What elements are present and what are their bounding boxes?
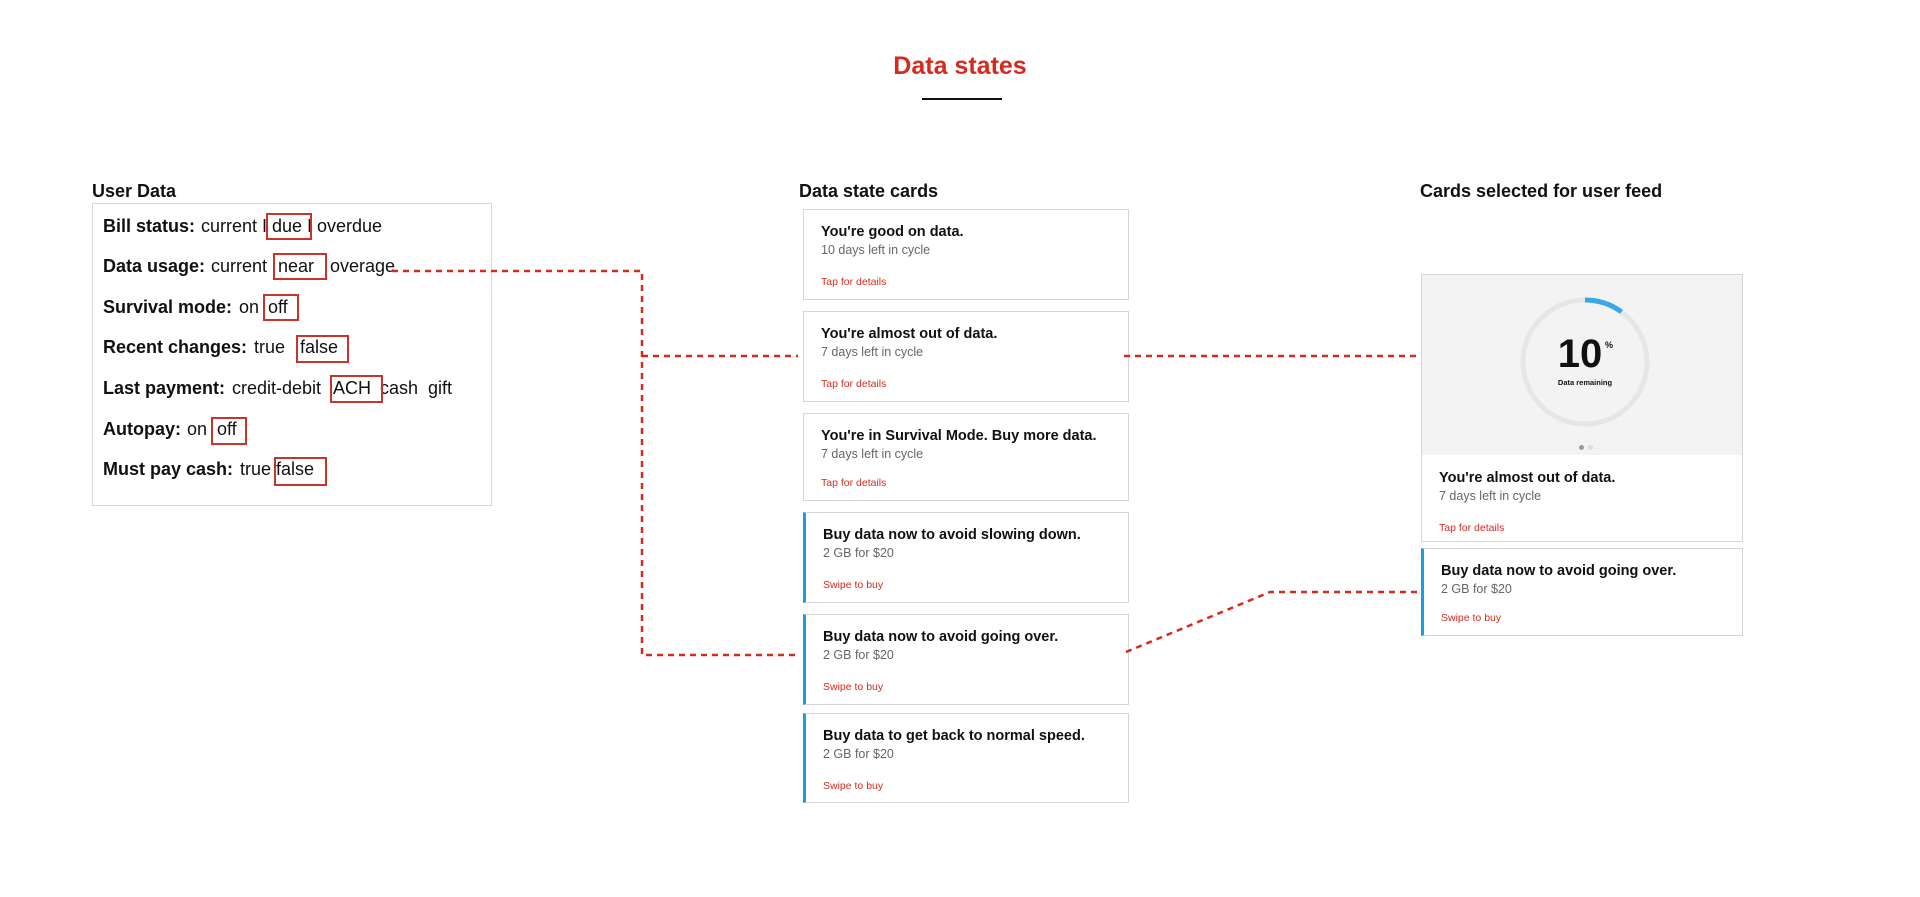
pager-dot[interactable] <box>1588 445 1593 450</box>
card-subtitle: 2 GB for $20 <box>823 546 894 560</box>
option-off[interactable]: off <box>268 297 288 317</box>
row-label: Survival mode: <box>103 297 233 317</box>
row-label: Last payment: <box>103 378 226 398</box>
row-label: Autopay: <box>103 419 181 439</box>
card-action-link[interactable]: Tap for details <box>821 378 887 390</box>
card-subtitle: 10 days left in cycle <box>821 243 931 257</box>
gauge-percent-sign: % <box>1605 340 1614 350</box>
row-label: Bill status: <box>103 216 196 236</box>
selected-highlight <box>263 294 299 321</box>
option-overage[interactable]: overage <box>330 256 396 276</box>
selected-highlight <box>273 253 327 280</box>
card-action-link[interactable]: Swipe to buy <box>823 681 884 693</box>
user-data-row-must-pay-cash <box>103 459 233 480</box>
user-data-row-autopay <box>103 419 181 440</box>
option-false[interactable]: false <box>276 459 315 479</box>
feed-heading: Cards selected for user feed <box>1420 181 1663 201</box>
feed-hero-card[interactable] <box>1421 274 1743 542</box>
card-title: You're in Survival Mode. Buy more data. <box>821 428 1097 444</box>
card-title: You're good on data. <box>821 224 964 240</box>
option-on[interactable]: on <box>239 297 260 317</box>
card-subtitle: 7 days left in cycle <box>821 447 924 461</box>
user-data-row-survival-mode <box>103 297 232 318</box>
page-title: Data states <box>893 52 1027 80</box>
option-current[interactable]: current <box>211 256 268 276</box>
option-near[interactable]: near <box>278 256 315 276</box>
option-true[interactable]: true <box>240 459 272 479</box>
card-action-link[interactable]: Tap for details <box>821 477 887 489</box>
card-title: You're almost out of data. <box>1439 470 1616 486</box>
option-current[interactable]: current <box>201 216 258 236</box>
card-title: Buy data now to avoid slowing down. <box>823 527 1081 543</box>
state-card-offer[interactable] <box>803 614 1129 705</box>
card-action-link[interactable]: Swipe to buy <box>1441 612 1502 624</box>
card-action-link[interactable]: Swipe to buy <box>823 780 884 792</box>
card-title: Buy data now to avoid going over. <box>1441 563 1677 579</box>
feed-offer-card[interactable] <box>1421 548 1743 636</box>
option-cash[interactable]: cash <box>380 378 419 398</box>
option-off[interactable]: off <box>217 419 237 439</box>
state-card[interactable] <box>803 209 1129 300</box>
selected-highlight <box>330 375 383 403</box>
user-data-row-bill-status <box>103 216 195 237</box>
card-subtitle: 2 GB for $20 <box>823 747 894 761</box>
state-card[interactable] <box>803 311 1129 402</box>
state-cards-heading: Data state cards <box>799 181 939 201</box>
option-on[interactable]: on <box>187 419 208 439</box>
row-label: Data usage: <box>103 256 206 276</box>
card-action-link[interactable]: Tap for details <box>821 276 887 288</box>
selected-highlight <box>266 213 312 240</box>
selected-highlight <box>296 335 349 363</box>
selected-highlight <box>274 457 327 486</box>
card-subtitle: 2 GB for $20 <box>823 648 894 662</box>
card-subtitle: 7 days left in cycle <box>821 345 924 359</box>
row-label: Recent changes: <box>103 337 248 357</box>
card-title: You're almost out of data. <box>821 326 998 342</box>
gauge-label: Data remaining <box>1557 378 1613 387</box>
option-false[interactable]: false <box>300 337 339 357</box>
card-subtitle: 7 days left in cycle <box>1439 489 1542 503</box>
card-action-link[interactable]: Tap for details <box>1439 522 1505 534</box>
state-card-offer[interactable] <box>803 512 1129 603</box>
option-separator: I <box>262 216 268 236</box>
card-title: Buy data to get back to normal speed. <box>823 728 1085 744</box>
title-underline <box>922 98 1002 100</box>
hero-gauge-area <box>1422 275 1742 455</box>
option-separator: I <box>307 216 313 236</box>
state-card[interactable] <box>803 413 1129 501</box>
card-action-link[interactable]: Swipe to buy <box>823 579 884 591</box>
option-credit-debit[interactable]: credit-debit <box>232 378 322 398</box>
user-data-row-recent-changes <box>103 337 247 358</box>
row-label: Must pay cash: <box>103 459 234 479</box>
option-ach[interactable]: ACH <box>333 378 372 398</box>
user-data-row-last-payment <box>103 378 225 399</box>
selected-highlight <box>211 417 247 445</box>
card-title: Buy data now to avoid going over. <box>823 629 1059 645</box>
connector-offer-to-feed <box>1126 592 1418 652</box>
pager-dot-active[interactable] <box>1579 445 1584 450</box>
user-data-row-data-usage <box>103 256 205 277</box>
data-gauge-ring <box>1518 295 1652 429</box>
option-overdue[interactable]: overdue <box>317 216 383 236</box>
gauge-progress <box>1585 300 1621 312</box>
gauge-percent-value: 10 <box>1557 332 1603 376</box>
option-gift[interactable]: gift <box>428 378 453 398</box>
card-subtitle: 2 GB for $20 <box>1441 582 1512 596</box>
user-data-heading: User Data <box>92 181 177 201</box>
option-true[interactable]: true <box>254 337 286 357</box>
state-card-offer[interactable] <box>803 713 1129 803</box>
option-due[interactable]: due <box>272 216 303 236</box>
